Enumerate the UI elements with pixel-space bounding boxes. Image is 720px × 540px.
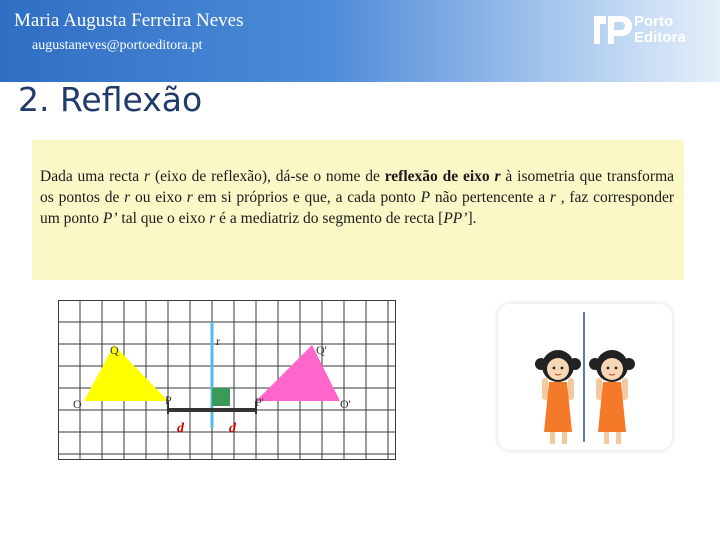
- mirror-illustration: [498, 304, 672, 450]
- definition-part: (eixo de reflexão), dá-se o nome de: [150, 168, 385, 185]
- definition-part: , faz corresponder um ponto: [40, 189, 675, 227]
- label-P: P: [165, 393, 172, 407]
- variable-P: P: [420, 189, 431, 206]
- label-O: O: [73, 397, 82, 411]
- definition-part: ou eixo: [130, 189, 187, 206]
- right-angle-marker: [212, 388, 230, 406]
- definition-part: é a mediatriz do segmento de recta [: [215, 210, 444, 227]
- label-P-prime: P': [255, 395, 264, 409]
- distance-label-left: d: [177, 421, 184, 436]
- definition-part: não pertencente a: [430, 189, 550, 206]
- logo-line-editora: Editora: [634, 29, 686, 46]
- porto-editora-logo: [592, 14, 696, 48]
- definition-box: [32, 140, 684, 280]
- variable-r: r: [549, 189, 556, 206]
- definition-term: reflexão de eixo: [384, 168, 490, 185]
- definition-part: em si próprios e que, a cada ponto: [192, 189, 421, 206]
- girl-figure-icon: [535, 350, 581, 444]
- variable-r: r: [186, 189, 193, 206]
- logo-line-porto: Porto: [634, 13, 674, 30]
- label-Q-prime: Q': [316, 343, 327, 357]
- label-axis-r: r: [216, 334, 220, 348]
- label-Q: Q: [110, 343, 119, 357]
- segment-PP-prime: PP’: [443, 210, 468, 227]
- variable-P-prime: P’: [102, 210, 118, 227]
- author-name: Maria Augusta Ferreira Neves: [14, 10, 244, 31]
- definition-text: [40, 166, 674, 229]
- mirror-image-card: [498, 304, 672, 450]
- variable-r: r: [144, 168, 151, 185]
- definition-part: Dada uma recta: [40, 168, 145, 185]
- definition-part: ].: [467, 210, 477, 227]
- slide-title: 2. Reflexão: [18, 80, 203, 119]
- reflection-diagram: [58, 300, 396, 460]
- logo-wordmark: [634, 14, 686, 46]
- variable-r: r: [124, 189, 131, 206]
- girl-figure-icon: [589, 350, 635, 444]
- porto-editora-logo-icon: [592, 14, 632, 46]
- author-email: augustaneves@portoeditora.pt: [32, 38, 203, 53]
- definition-part: à isometria que transforma os pontos de: [40, 168, 675, 206]
- distance-label-right: d: [229, 421, 236, 436]
- variable-r: r: [209, 210, 216, 227]
- definition-part: tal que o eixo: [117, 210, 210, 227]
- variable-r: r: [494, 168, 501, 185]
- slide-header: [0, 0, 720, 82]
- label-O-prime: O': [340, 397, 351, 411]
